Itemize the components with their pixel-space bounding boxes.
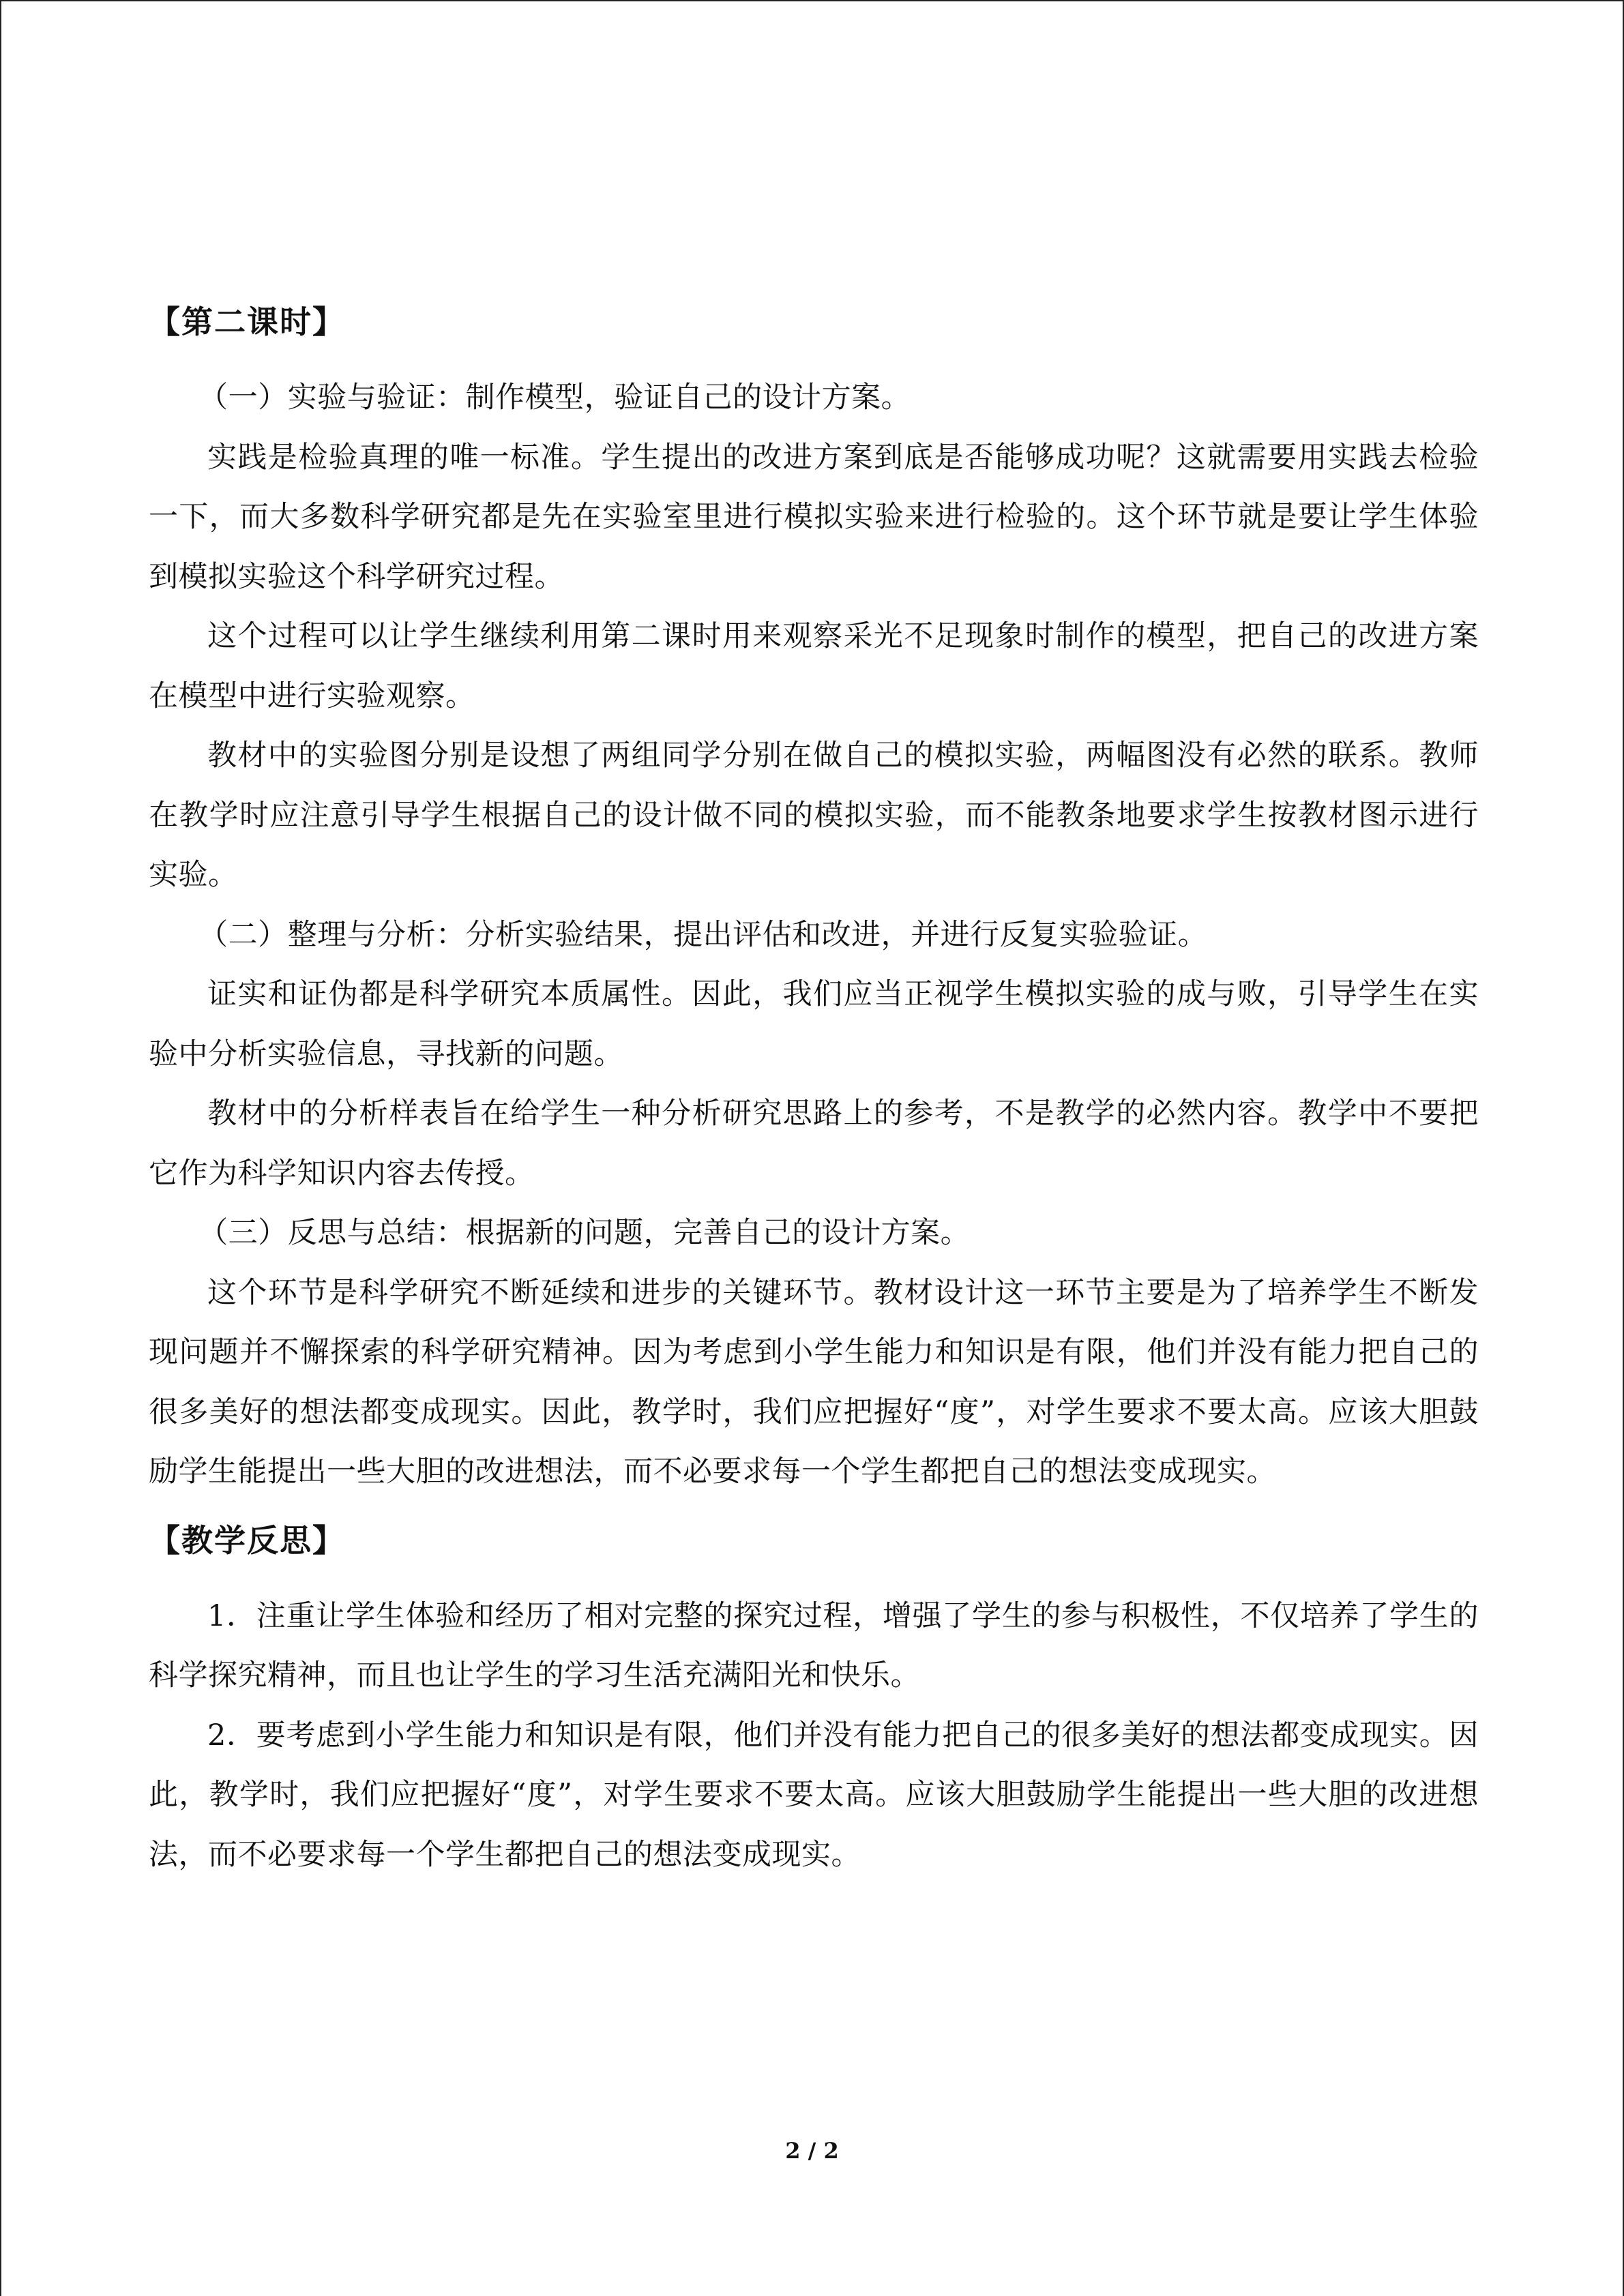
section-heading-teaching-reflection: 【教学反思】 (149, 1521, 345, 1559)
section-heading-second-lesson: 【第二课时】 (149, 303, 345, 340)
paragraph-model-reuse: 这个过程可以让学生继续利用第二课时用来观察采光不足现象时制作的模型，把自己的改进方案在模型中进行实验观察。 (149, 619, 1479, 713)
paragraph-analysis-table: 教材中的分析样表旨在给学生一种分析研究思路上的参考，不是教学的必然内容。教学中不要把它作为科学知识内容去传授。 (149, 1097, 1479, 1191)
paragraph-reflection-summary: （三）反思与总结：根据新的问题，完善自己的设计方案。 (198, 1216, 971, 1250)
document-body (149, 300, 1479, 1885)
page-number: 2 / 2 (785, 2138, 839, 2164)
paragraph-analysis: （二）整理与分析：分析实验结果，提出评估和改进，并进行反复实验验证。 (198, 917, 1208, 952)
paragraph-reflection-1: 1．注重让学生体验和经历了相对完整的探究过程，增强了学生的参与积极性，不仅培养了学生的科学探究精神，而且也让学生的学习生活充满阳光和快乐。 (149, 1598, 1479, 1693)
paragraph-key-step: 这个环节是科学研究不断延续和进步的关键环节。教材设计这一环节主要是为了培养学生不断发现问题并不懈探索的科学研究精神。因为考虑到小学生能力和知识是有限，他们并没有能力把自己的很多美好的想法都变成现实。因此，教学时，我们应把握好“度”，对学生要求不要太高。应该大胆鼓励学生能提出一些大胆的改进想法，而不必要求每一个学生都把自己的想法变成现实。 (149, 1275, 1479, 1489)
paragraph-practice-truth: 实践是检验真理的唯一标准。学生提出的改进方案到底是否能够成功呢？这就需要用实践去检验一下，而大多数科学研究都是先在实验室里进行模拟实验来进行检验的。这个环节就是要让学生体验到模拟实验这个科学研究过程。 (149, 440, 1479, 594)
paragraph-textbook-figures: 教材中的实验图分别是设想了两组同学分别在做自己的模拟实验，两幅图没有必然的联系。教师在教学时应注意引导学生根据自己的设计做不同的模拟实验，而不能教条地要求学生按教材图示进行实验。 (149, 739, 1479, 892)
paragraph-reflection-2: 2．要考虑到小学生能力和知识是有限，他们并没有能力把自己的很多美好的想法都变成现实。因此，教学时，我们应把握好“度”，对学生要求不要太高。应该大胆鼓励学生能提出一些大胆的改进想法，而不必要求每一个学生都把自己的想法变成现实。 (149, 1718, 1479, 1872)
paragraph-experiment-verification: （一）实验与验证：制作模型，验证自己的设计方案。 (198, 381, 911, 415)
paragraph-verification-falsification: 证实和证伪都是科学研究本质属性。因此，我们应当正视学生模拟实验的成与败，引导学生在实验中分析实验信息，寻找新的问题。 (149, 977, 1479, 1071)
